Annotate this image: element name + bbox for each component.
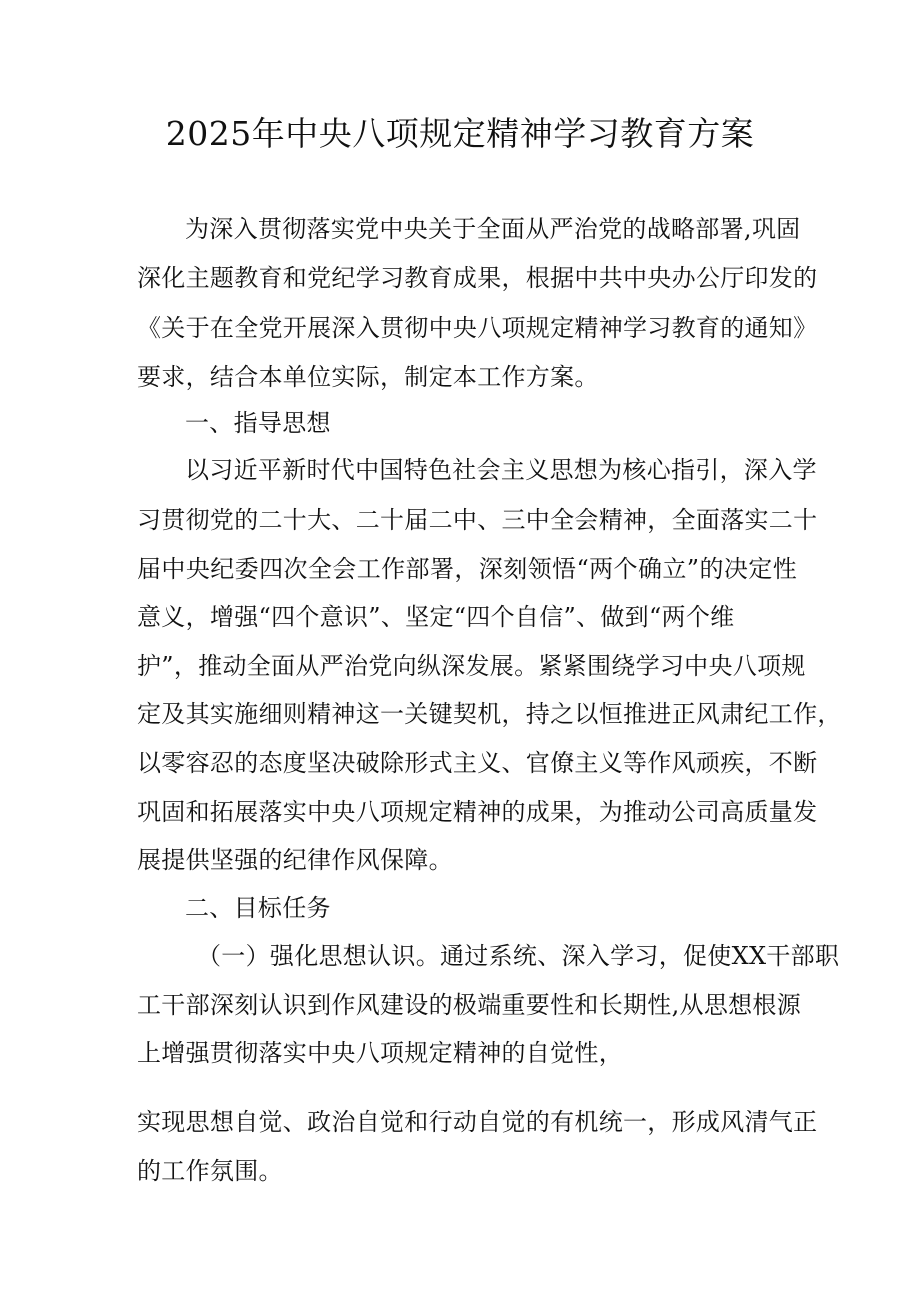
section-heading-2: 二、目标任务 [185,894,331,922]
body-line-7: 习贯彻党的二十大、二十届二中、三中全会精神，全面落实二十 [137,506,818,534]
body-line-3: 《关于在全党开展深入贯彻中央八项规定精神学习教育的通知》 [137,314,818,342]
body-line-13: 巩固和拓展落实中央八项规定精神的成果，为推动公司高质量发 [137,798,818,826]
body-line-16: （一）强化思想认识。通过系统、深入学习，促使XX干部职 [197,942,840,970]
body-line-2: 深化主题教育和党纪学习教育成果，根据中共中央办公厅印发的 [137,264,818,292]
body-line-6: 以习近平新时代中国特色社会主义思想为核心指引，深入学 [185,456,817,484]
body-line-18: 上增强贯彻落实中央八项规定精神的自觉性， [137,1039,623,1067]
body-line-14: 展提供坚强的纪律作风保障。 [137,846,453,874]
body-line-12: 以零容忍的态度坚决破除形式主义、官僚主义等作风顽疾，不断 [137,749,818,777]
body-line-9: 意义，增强“四个意识”、坚定“四个自信”、做到“两个维 [137,603,735,631]
body-line-17: 工干部深刻认识到作风建设的极端重要性和长期性,从思想根源 [137,991,802,1019]
body-line-1: 为深入贯彻落实党中央关于全面从严治党的战略部署,巩固 [185,215,801,243]
body-line-20: 的工作氛围。 [137,1157,283,1185]
body-line-11: 定及其实施细则精神这一关键契机，持之以恒推进正风肃纪工作， [137,700,842,728]
body-line-10: 护”，推动全面从严治党向纵深发展。紧紧围绕学习中央八项规 [137,652,806,680]
body-line-8: 届中央纪委四次全会工作部署，深刻领悟“两个确立”的决定性 [137,555,797,583]
body-line-4: 要求，结合本单位实际，制定本工作方案。 [137,363,599,391]
document-title: 2025年中央八项规定精神学习教育方案 [165,114,755,153]
body-line-19: 实现思想自觉、政治自觉和行动自觉的有机统一，形成风清气正 [137,1108,818,1136]
section-heading-1: 一、指导思想 [185,409,331,437]
